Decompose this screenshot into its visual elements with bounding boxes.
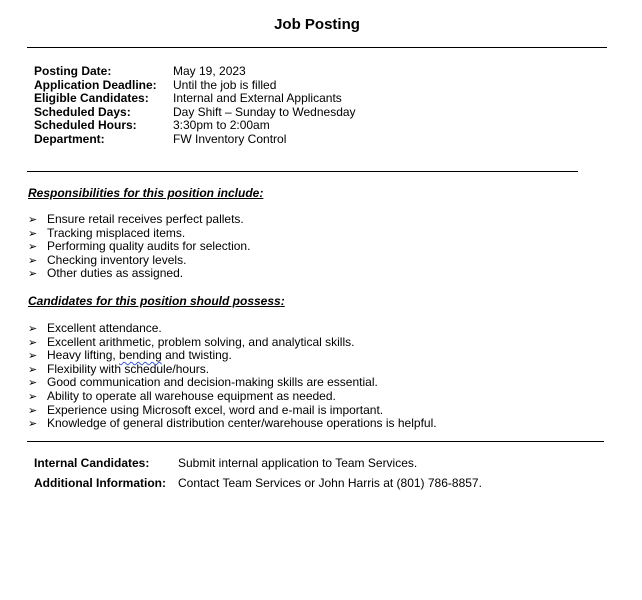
- divider-top: [27, 47, 607, 48]
- info-value: Until the job is filled: [173, 77, 277, 92]
- list-item: ➢ Performing quality audits for selection.: [28, 239, 251, 254]
- info-value: Internal and External Applicants: [173, 91, 342, 106]
- qualifications-heading: Candidates for this position should possess:: [28, 294, 285, 308]
- footer-row-internal-candidates: [34, 457, 482, 477]
- info-label: Department:: [34, 131, 105, 146]
- info-value: FW Inventory Control: [173, 131, 287, 146]
- info-label: Eligible Candidates:: [34, 91, 149, 106]
- info-row-department: [34, 133, 356, 147]
- info-value: 3:30pm to 2:00am: [173, 118, 270, 133]
- info-row-posting-date: [34, 65, 356, 79]
- list-item: ➢ Excellent attendance.: [28, 321, 162, 335]
- divider-middle: [27, 171, 578, 172]
- arrow-bullet-icon: ➢: [28, 390, 38, 403]
- footer-row-additional-information: [34, 477, 482, 497]
- list-item: ➢ Good communication and decision-making skills are essential.: [28, 375, 378, 390]
- squiggle-text: Heavy lifting, bending and twisting.: [47, 348, 232, 363]
- qualifications-list: [28, 322, 437, 431]
- list-item: ➢ Ability to operate all warehouse equipment as needed.: [28, 388, 336, 403]
- info-label: Scheduled Hours:: [34, 118, 137, 133]
- info-value: May 19, 2023: [173, 64, 246, 78]
- info-value: Day Shift – Sunday to Wednesday: [173, 104, 356, 119]
- arrow-bullet-icon: ➢: [28, 336, 38, 349]
- list-item: ➢ Experience using Microsoft excel, word and e-mail is important.: [28, 402, 384, 417]
- arrow-bullet-icon: ➢: [28, 254, 38, 267]
- list-item: [28, 349, 437, 363]
- footer-info: [34, 457, 482, 496]
- list-item: ➢ Ensure retail receives perfect pallets.: [28, 212, 244, 226]
- posting-info: [34, 65, 356, 147]
- info-label: Application Deadline:: [34, 77, 157, 92]
- arrow-bullet-icon: ➢: [28, 323, 38, 335]
- arrow-bullet-icon: ➢: [28, 227, 38, 240]
- arrow-bullet-icon: ➢: [28, 363, 38, 376]
- footer-label: Internal Candidates:: [34, 456, 150, 470]
- list-item: ➢ Checking inventory levels.: [28, 252, 187, 267]
- info-row-scheduled-days: [34, 106, 356, 120]
- info-row-scheduled-hours: [34, 119, 356, 133]
- info-label: Scheduled Days:: [34, 104, 131, 119]
- footer-value: Submit internal application to Team Services.: [178, 456, 418, 470]
- footer-label: Additional Information:: [34, 475, 166, 490]
- list-item: ➢ Knowledge of general distribution center/warehouse operations is helpful.: [28, 416, 437, 431]
- responsibilities-heading: Responsibilities for this position include:: [28, 186, 264, 200]
- arrow-bullet-icon: ➢: [28, 377, 38, 390]
- arrow-bullet-icon: ➢: [28, 268, 38, 281]
- list-item: ➢ Other duties as assigned.: [28, 266, 184, 281]
- list-item: ➢ Tracking misplaced items.: [28, 225, 186, 240]
- arrow-bullet-icon: ➢: [28, 214, 38, 226]
- info-row-eligible-candidates: [34, 92, 356, 106]
- page-title: Job Posting: [274, 16, 360, 33]
- list-item: ➢ Flexibility with schedule/hours.: [28, 361, 210, 376]
- spellcheck-squiggle: bending: [119, 348, 162, 363]
- list-item: ➢ Excellent arithmetic, problem solving, and analytical skills.: [28, 334, 355, 349]
- info-row-application-deadline: [34, 79, 356, 93]
- divider-bottom: [27, 441, 604, 442]
- responsibilities-list: [28, 213, 250, 281]
- info-label: Posting Date:: [34, 64, 112, 78]
- footer-value: Contact Team Services or John Harris at (801) 786-8857.: [178, 475, 482, 490]
- arrow-bullet-icon: ➢: [28, 418, 38, 431]
- arrow-bullet-icon: ➢: [28, 350, 38, 363]
- arrow-bullet-icon: ➢: [28, 241, 38, 254]
- arrow-bullet-icon: ➢: [28, 404, 38, 417]
